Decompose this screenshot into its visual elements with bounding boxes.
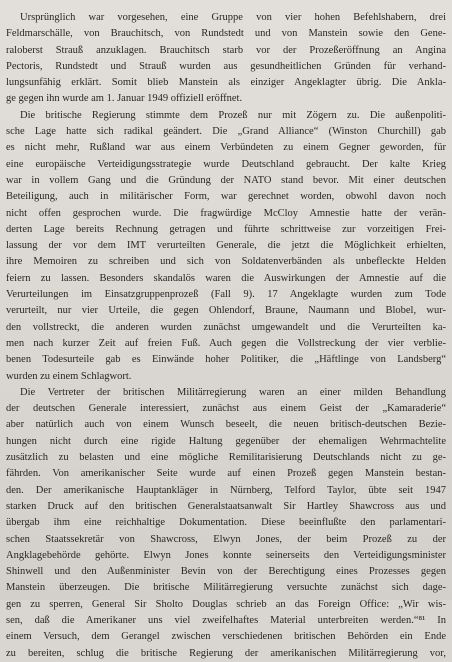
text-line: Pectoris, Rundstedt und Strauß wurden aus gesundheitlichen Gründen für verhand-: [6, 60, 446, 72]
text-line: nicht offen gesprochen wurde. Die fragwürdige McCloy Amnestie hatte der verän-: [6, 207, 446, 219]
text-line: ihre Memoiren zu schreiben und sich von Soldatenverbänden als unbefleckte Helden: [6, 256, 446, 268]
text-line: men nach kurzer Zeit auf freien Fuß. Auch gegen die Vollstreckung der vier verblie-: [6, 337, 446, 349]
text-line: sen, daß die Amerikaner uns viel zweifelhaftes Material unterbreiten werden.“⁸¹ In: [6, 614, 446, 626]
text-line: Manstein überzeugen. Die britische Militärregierung versuchte zunächst sich dage-: [6, 582, 446, 594]
text-line: verurteilt, nur vier Urteile, die gegen Ohlendorf, Braune, Naumann und Blobel, wur-: [6, 305, 446, 317]
text-line: Verurteilungen im Einsatzgruppenprozeß (Fall 9). 17 Angeklagte wurden zum Tode: [6, 289, 446, 301]
text-line: starken Druck auf den britischen Generalstaatsanwalt Sir Hartley Shawcross aus und: [6, 500, 446, 512]
text-line: ge gegen ihn wurde am 1. Januar 1949 offiziell eröffnet.: [6, 93, 243, 105]
text-line: zusätzlich zu belasten und eine mögliche Remilitarisierung Deutschlands nicht zu ge-: [6, 452, 446, 464]
text-line: fährden. Von amerikanischer Seite wurde auf einen Prozeß gegen Manstein bestan-: [6, 468, 446, 480]
text-line: aber natürlich auch von einem Wunsch beseelt, die neuen britisch-deutschen Bezie-: [6, 419, 446, 431]
text-line: Die britische Regierung stimmte dem Prozeß nur mit Zögern zu. Die außenpoliti-: [20, 109, 446, 121]
text-line: sche Lage hatte sich radikal geändert. Die „Grand Alliance“ (Winston Churchill) gab: [6, 126, 446, 138]
text-line: feiern zu lassen. Besonders skandalös waren die Auswirkungen der Amnestie auf die: [6, 272, 446, 284]
text-line: übergab ihm eine reichhaltige Dokumentation. Diese beeinflußte den parlamentari-: [6, 517, 446, 529]
text-line: schen Staatssekretär von Shawcross, Elwyn Jones, der beim Prozeß zu der: [6, 533, 446, 545]
text-line: lassung der vor dem IMT verurteilten Generale, die jetzt die Möglichkeit erhielten,: [6, 240, 446, 252]
text-line: derten Lage bereits Rechnung getragen und führte schrittweise zur vorzeitigen Frei-: [6, 223, 446, 235]
text-line: raloberst Strauß anzuklagen. Brauchitsch starb vor der Prozeßeröffnung an Angina: [6, 44, 446, 56]
text-line: der deutschen Generale interessiert, zunächst aus einem Geist der „Kamaraderie“: [6, 403, 446, 415]
text-line: Ursprünglich war vorgesehen, eine Gruppe von vier hohen Befehlshabern, drei: [20, 12, 446, 23]
text-line: gen zu sperren, General Sir Sholto Douglas schrieb an das Foreign Office: „Wir wis-: [6, 598, 446, 610]
text-line: benen Todesurteile gab es Einwände hoher Politiker, die „Häftlinge von Landsberg“: [6, 354, 446, 366]
text-line: es nicht mehr, Rußland war aus einem Verbündeten zu einem Gegner geworden, für: [6, 142, 446, 154]
body-text: [6, 10, 446, 662]
text-line: hungen nicht durch eine rigide Haltung gegenüber der ehemaligen Wehrmachtelite: [6, 435, 446, 447]
text-line: zu bereiten, schlug die britische Regierung der amerikanischen Militärregierung vor,: [6, 647, 446, 659]
text-line: war in vollem Gang und die Gründung der NATO stand bevor. Mit einer deutschen: [6, 174, 446, 186]
text-line: eine europäische Verteidigungsstrategie wurde Deutschland gebraucht. Der kalte Krieg: [6, 158, 446, 170]
text-line: Shinwell und den Außenminister Bevin von der Berechtigung eines Prozesses gegen: [6, 566, 446, 578]
text-line: wurden zu einem Schlagwort.: [6, 370, 132, 382]
text-line: Beteiligung, auch in militärischer Form, war gerechnet worden, obwohl davon noch: [6, 191, 446, 203]
text-line: einem Versuch, dem Gerangel zwischen verschiedenen britischen Behörden ein Ende: [6, 631, 446, 643]
text-line: Die Vertreter der britischen Militärregierung waren an einer milden Behandlung: [20, 386, 446, 398]
text-line: Angklagebehörde gehörte. Elwyn Jones konnte seinerseits den Verteidigungsminister: [6, 549, 446, 561]
text-line: den vollstreckt, die anderen wurden zunächst umgewandelt und die Verurteilten ka-: [6, 321, 446, 333]
text-line: den. Der amerikanische Hauptankläger in Nürnberg, Telford Taylor, übte seit 1947: [6, 484, 446, 496]
text-line: Feldmarschälle, von Brauchitsch, von Rundstedt und von Manstein sowie den Gene-: [6, 28, 446, 40]
text-line: lungsunfähig erklärt. Somit blieb Manstein als einziger Angeklagter übrig. Die Ankla-: [6, 77, 446, 89]
